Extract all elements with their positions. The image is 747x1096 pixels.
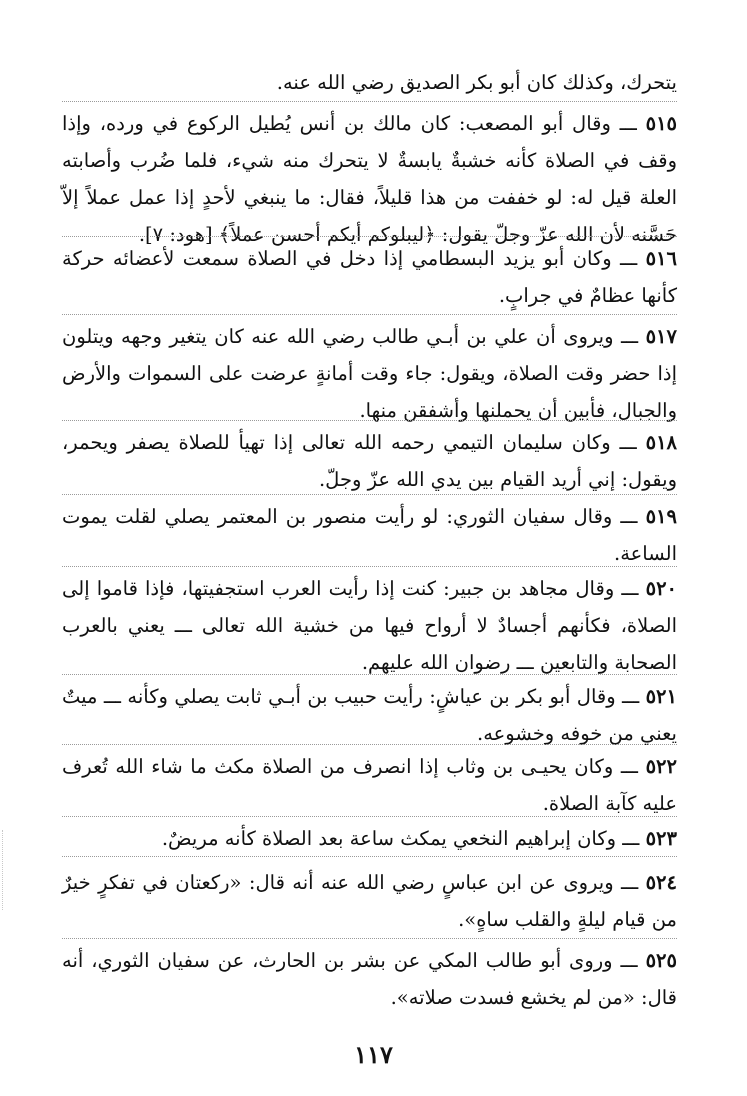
paragraph-text: ـــ وقال مجاهد بن جبير: كنت إذا رأيت العرب استجفيتها، فإذا قاموا إلى الصلاة، فكأنهم أجسادٌ لا أرواح فيها من خشية الله تعالى ـــ يعني بالعرب الصحابة والتابعين ـــ رضوان الله عليهم.	[62, 577, 677, 674]
paragraph-text: ـــ ويروى أن علي بن أبـي طالب رضي الله عنه كان يتغير وجهه ويتلون إذا حضر وقت الصلاة، ويقول: جاء وقت أمانةٍ عرضت على السموات والأرض والجبال، فأبين أن يحملنها وأشفقن منها.	[62, 325, 677, 422]
paragraph-number: ٥١٦	[645, 247, 677, 270]
separator	[62, 744, 677, 745]
paragraph-number: ٥١٧	[645, 325, 677, 348]
paragraph-number: ٥١٨	[645, 431, 678, 454]
separator	[62, 101, 677, 102]
scan-edge-mark	[2, 830, 5, 910]
paragraph-intro	[62, 64, 677, 101]
separator	[62, 816, 677, 817]
page-number: ١١٧	[354, 1040, 393, 1069]
paragraph-number: ٥١٩	[645, 505, 677, 528]
separator	[62, 236, 677, 237]
separator	[62, 674, 677, 675]
paragraph-516	[62, 240, 677, 314]
paragraph-text: ـــ وقال أبو المصعب: كان مالك بن أنس يُطيل الركوع في ورده، وإذا وقف في الصلاة كأنه خشبةٌ يابسةٌ لا يتحرك منه شيء، فلما ضُرب وأصابته العلة قيل له: لو خففت من هذا قليلاً، فقال: ما ينبغي لأحدٍ إذا عمل عملاً إلاّ حَسَّنه لأن الله عزّ وجلّ يقول: ﴿ليبلوكم أيكم أحسن عملاً﴾ [هود: ٧].	[62, 112, 677, 246]
paragraph-number: ٥٢٥	[645, 949, 677, 972]
paragraph-text: ـــ وكان يحيـى بن وثاب إذا انصرف من الصلاة مكث ما شاء الله تُعرف عليه كآبة الصلاة.	[62, 755, 677, 815]
paragraph-519	[62, 498, 677, 572]
paragraph-text: ـــ وقال أبو بكر بن عياشٍ: رأيت حبيب بن أبـي ثابت يصلي وكأنه ـــ ميتٌ يعني من خوفه وخشوعه.	[62, 685, 677, 745]
paragraph-515	[62, 105, 677, 253]
separator	[62, 494, 677, 495]
paragraph-number: ٥٢٠	[645, 577, 678, 600]
paragraph-text: ـــ وكان أبو يزيد البسطامي إذا دخل في الصلاة سمعت لأعضائه حركة كأنها عظامٌ في جرابٍ.	[62, 247, 677, 307]
paragraph-520	[62, 570, 677, 681]
paragraph-number: ٥٢٤	[645, 871, 677, 894]
paragraph-518	[62, 424, 677, 498]
paragraph-text: ـــ وكان سليمان التيمي رحمه الله تعالى إذا تهيأ للصلاة يصفر ويحمر، ويقول: إني أريد القيام بين يدي الله عزّ وجلّ.	[62, 431, 677, 491]
paragraph-522	[62, 748, 677, 822]
separator	[62, 938, 677, 939]
paragraph-number: ٥٢١	[645, 685, 677, 708]
paragraph-number: ٥١٥	[645, 112, 678, 135]
paragraph-text: ـــ وروى أبو طالب المكي عن بشر بن الحارث، عن سفيان الثوري، أنه قال: «من لم يخشع فسدت صلاته».	[62, 949, 677, 1009]
paragraph-text: ـــ ويروى عن ابن عباسٍ رضي الله عنه أنه قال: «ركعتان في تفكرٍ خيرٌ من قيام ليلةٍ والقلب ساهٍ».	[62, 871, 677, 931]
book-page	[62, 0, 677, 1096]
separator	[62, 314, 677, 315]
separator	[62, 566, 677, 567]
separator	[62, 420, 677, 421]
paragraph-text: ـــ وكان إبراهيم النخعي يمكث ساعة بعد الصلاة كأنه مريضٌ.	[161, 827, 640, 850]
paragraph-523	[62, 820, 677, 857]
paragraph-525	[62, 942, 677, 1016]
paragraph-number: ٥٢٣	[645, 827, 677, 850]
paragraph-521	[62, 678, 677, 752]
paragraph-text: يتحرك، وكذلك كان أبو بكر الصديق رضي الله عنه.	[276, 71, 677, 94]
paragraph-524	[62, 864, 677, 938]
paragraph-number: ٥٢٢	[645, 755, 677, 778]
paragraph-text: ـــ وقال سفيان الثوري: لو رأيت منصور بن المعتمر يصلي لقلت يموت الساعة.	[62, 505, 677, 565]
separator	[62, 856, 677, 857]
paragraph-517	[62, 318, 677, 429]
